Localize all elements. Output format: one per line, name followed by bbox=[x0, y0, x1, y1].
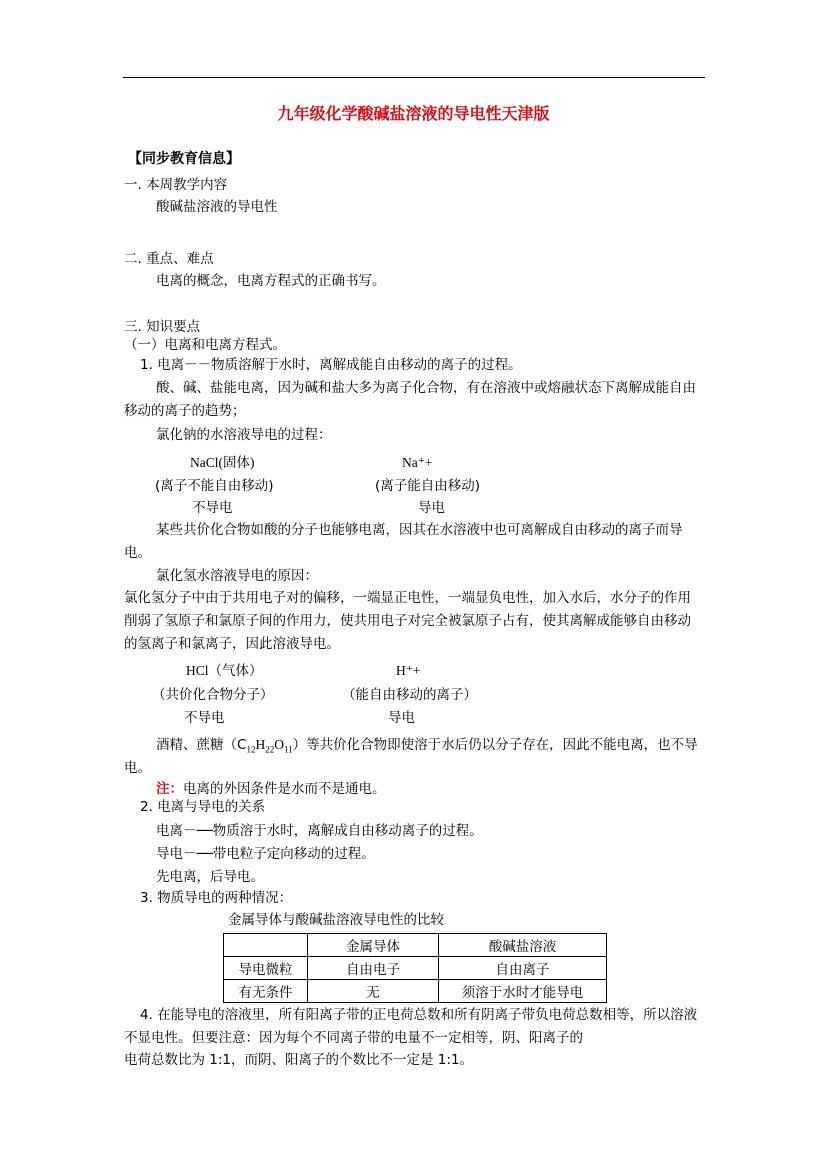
section-header: 【同步教育信息】 bbox=[128, 151, 240, 167]
hcl-not-conductive: 不导电 bbox=[184, 710, 225, 726]
paragraph-ionization-def2: 电离－──物质溶于水时，离解成自由移动离子的过程。 bbox=[156, 823, 483, 839]
hcl-ions: H⁺+ bbox=[396, 663, 421, 678]
paragraph-ionization-definition: 1. 电离－－物质溶解于水时，离解成能自由移动的离子的过程。 bbox=[140, 357, 522, 373]
note-line bbox=[156, 780, 386, 798]
paragraph-two-cases: 3. 物质导电的两种情况： bbox=[140, 890, 293, 906]
section-3-heading: 三. 知识要点 bbox=[124, 319, 201, 335]
subscript-o: 11 bbox=[283, 744, 293, 755]
formula-o: O bbox=[274, 737, 284, 752]
table-cell: 须溶于水时才能导电 bbox=[439, 980, 607, 1003]
paragraph-order: 先电离，后导电。 bbox=[156, 869, 264, 885]
table-cell: 自由电子 bbox=[308, 957, 439, 980]
section-2-heading: 二. 重点、难点 bbox=[124, 251, 214, 267]
hcl-covalent-molecule: （共价化合物分子） bbox=[152, 687, 274, 703]
paragraph-charge-ratio: 电荷总数比为 1:1，而阴、阳离子的个数比不一定是 1:1。 bbox=[124, 1052, 474, 1068]
table-cell: 无 bbox=[308, 980, 439, 1003]
table-cell: 导电微粒 bbox=[224, 957, 308, 980]
nacl-ions-mobile: (离子能自由移动) bbox=[375, 478, 481, 494]
nacl-conductive: 导电 bbox=[418, 500, 445, 516]
table-header-row bbox=[224, 934, 607, 957]
paragraph-hcl-intro: 氯化氢水溶液导电的原因： bbox=[156, 568, 318, 584]
document-title: 九年级化学酸碱盐溶液的导电性天津版 bbox=[277, 104, 550, 123]
paragraph-acid-base-salt: 酸、碱、盐能电离，因为碱和盐大多为离子化合物，有在溶液中或熔融状态下离解成能自由移动的离子的趋势； bbox=[124, 380, 696, 419]
nacl-not-conductive: 不导电 bbox=[192, 500, 233, 516]
table-caption: 金属导体与酸碱盐溶液导电性的比较 bbox=[228, 912, 444, 928]
formula-h: H bbox=[255, 737, 266, 752]
paragraph-alcohol-sugar bbox=[124, 733, 704, 780]
section-1-heading: 一. 本周教学内容 bbox=[124, 177, 228, 193]
paragraph-covalent-acids: 某些共价化合物如酸的分子也能够电离，因其在水溶液中也可离解成自由移动的离子而导电。 bbox=[124, 522, 683, 561]
note-text: 电离的外因条件是水而不是通电。 bbox=[183, 781, 386, 797]
table-header-cell bbox=[224, 934, 308, 957]
paragraph-conduction-def: 导电－──带电粒子定向移动的过程。 bbox=[156, 846, 375, 862]
formula-c bbox=[246, 737, 293, 755]
alcohol-sugar-lead: 酒精、蔗糖（C bbox=[156, 737, 247, 753]
table-header-cell: 金属导体 bbox=[308, 934, 439, 957]
nacl-ions-not-mobile: (离子不能自由移动) bbox=[155, 478, 274, 494]
table-cell: 自由离子 bbox=[439, 957, 607, 980]
section-2-body: 电离的概念，电离方程式的正确书写。 bbox=[156, 273, 386, 289]
nacl-ions: Na⁺+ bbox=[402, 455, 433, 470]
subscript-h: 22 bbox=[265, 744, 275, 755]
header-rule bbox=[123, 77, 705, 78]
comparison-table bbox=[223, 933, 607, 1003]
table-header-cell: 酸碱盐溶液 bbox=[439, 934, 607, 957]
table-cell: 有无条件 bbox=[224, 980, 308, 1003]
note-label: 注： bbox=[156, 781, 183, 797]
nacl-solid: NaCl(固体) bbox=[190, 455, 255, 470]
hcl-gas: HCl（气体） bbox=[186, 663, 263, 678]
hcl-mobile-ions: （能自由移动的离子） bbox=[342, 687, 477, 703]
subsection-1-heading: （一）电离和电离方程式。 bbox=[124, 337, 286, 353]
paragraph-hcl-explanation: 氯化氢分子中由于共用电子对的偏移，一端显正电性，一端显负电性，加入水后，水分子的作用削弱了氢原子和氯原子间的作用力，使共用电子对完全被氯原子占有，使其离解成能够自由移动的氢离子和氯离子，因此溶液导电。 bbox=[124, 590, 691, 652]
paragraph-charge-balance: 4. 在能导电的溶液里，所有阳离子带的正电荷总数和所有阴离子带负电荷总数相等，所以溶液不显电性。但要注意：因为每个不同离子带的电量不一定相等，阴、阳离子的 bbox=[124, 1007, 698, 1046]
paragraph-nacl-intro: 氯化钠的水溶液导电的过程： bbox=[156, 427, 332, 443]
hcl-conductive: 导电 bbox=[388, 710, 415, 726]
table-row bbox=[224, 957, 607, 980]
alcohol-sugar-rest: ）等共价化合物即使溶于水后仍以分子存在，因此不能电离，也不导电。 bbox=[124, 737, 698, 776]
subscript-c: 12 bbox=[246, 744, 256, 755]
section-1-body: 酸碱盐溶液的导电性 bbox=[156, 199, 278, 215]
table-row bbox=[224, 980, 607, 1003]
paragraph-ionization-conduction: 2. 电离与导电的关系 bbox=[140, 799, 266, 815]
